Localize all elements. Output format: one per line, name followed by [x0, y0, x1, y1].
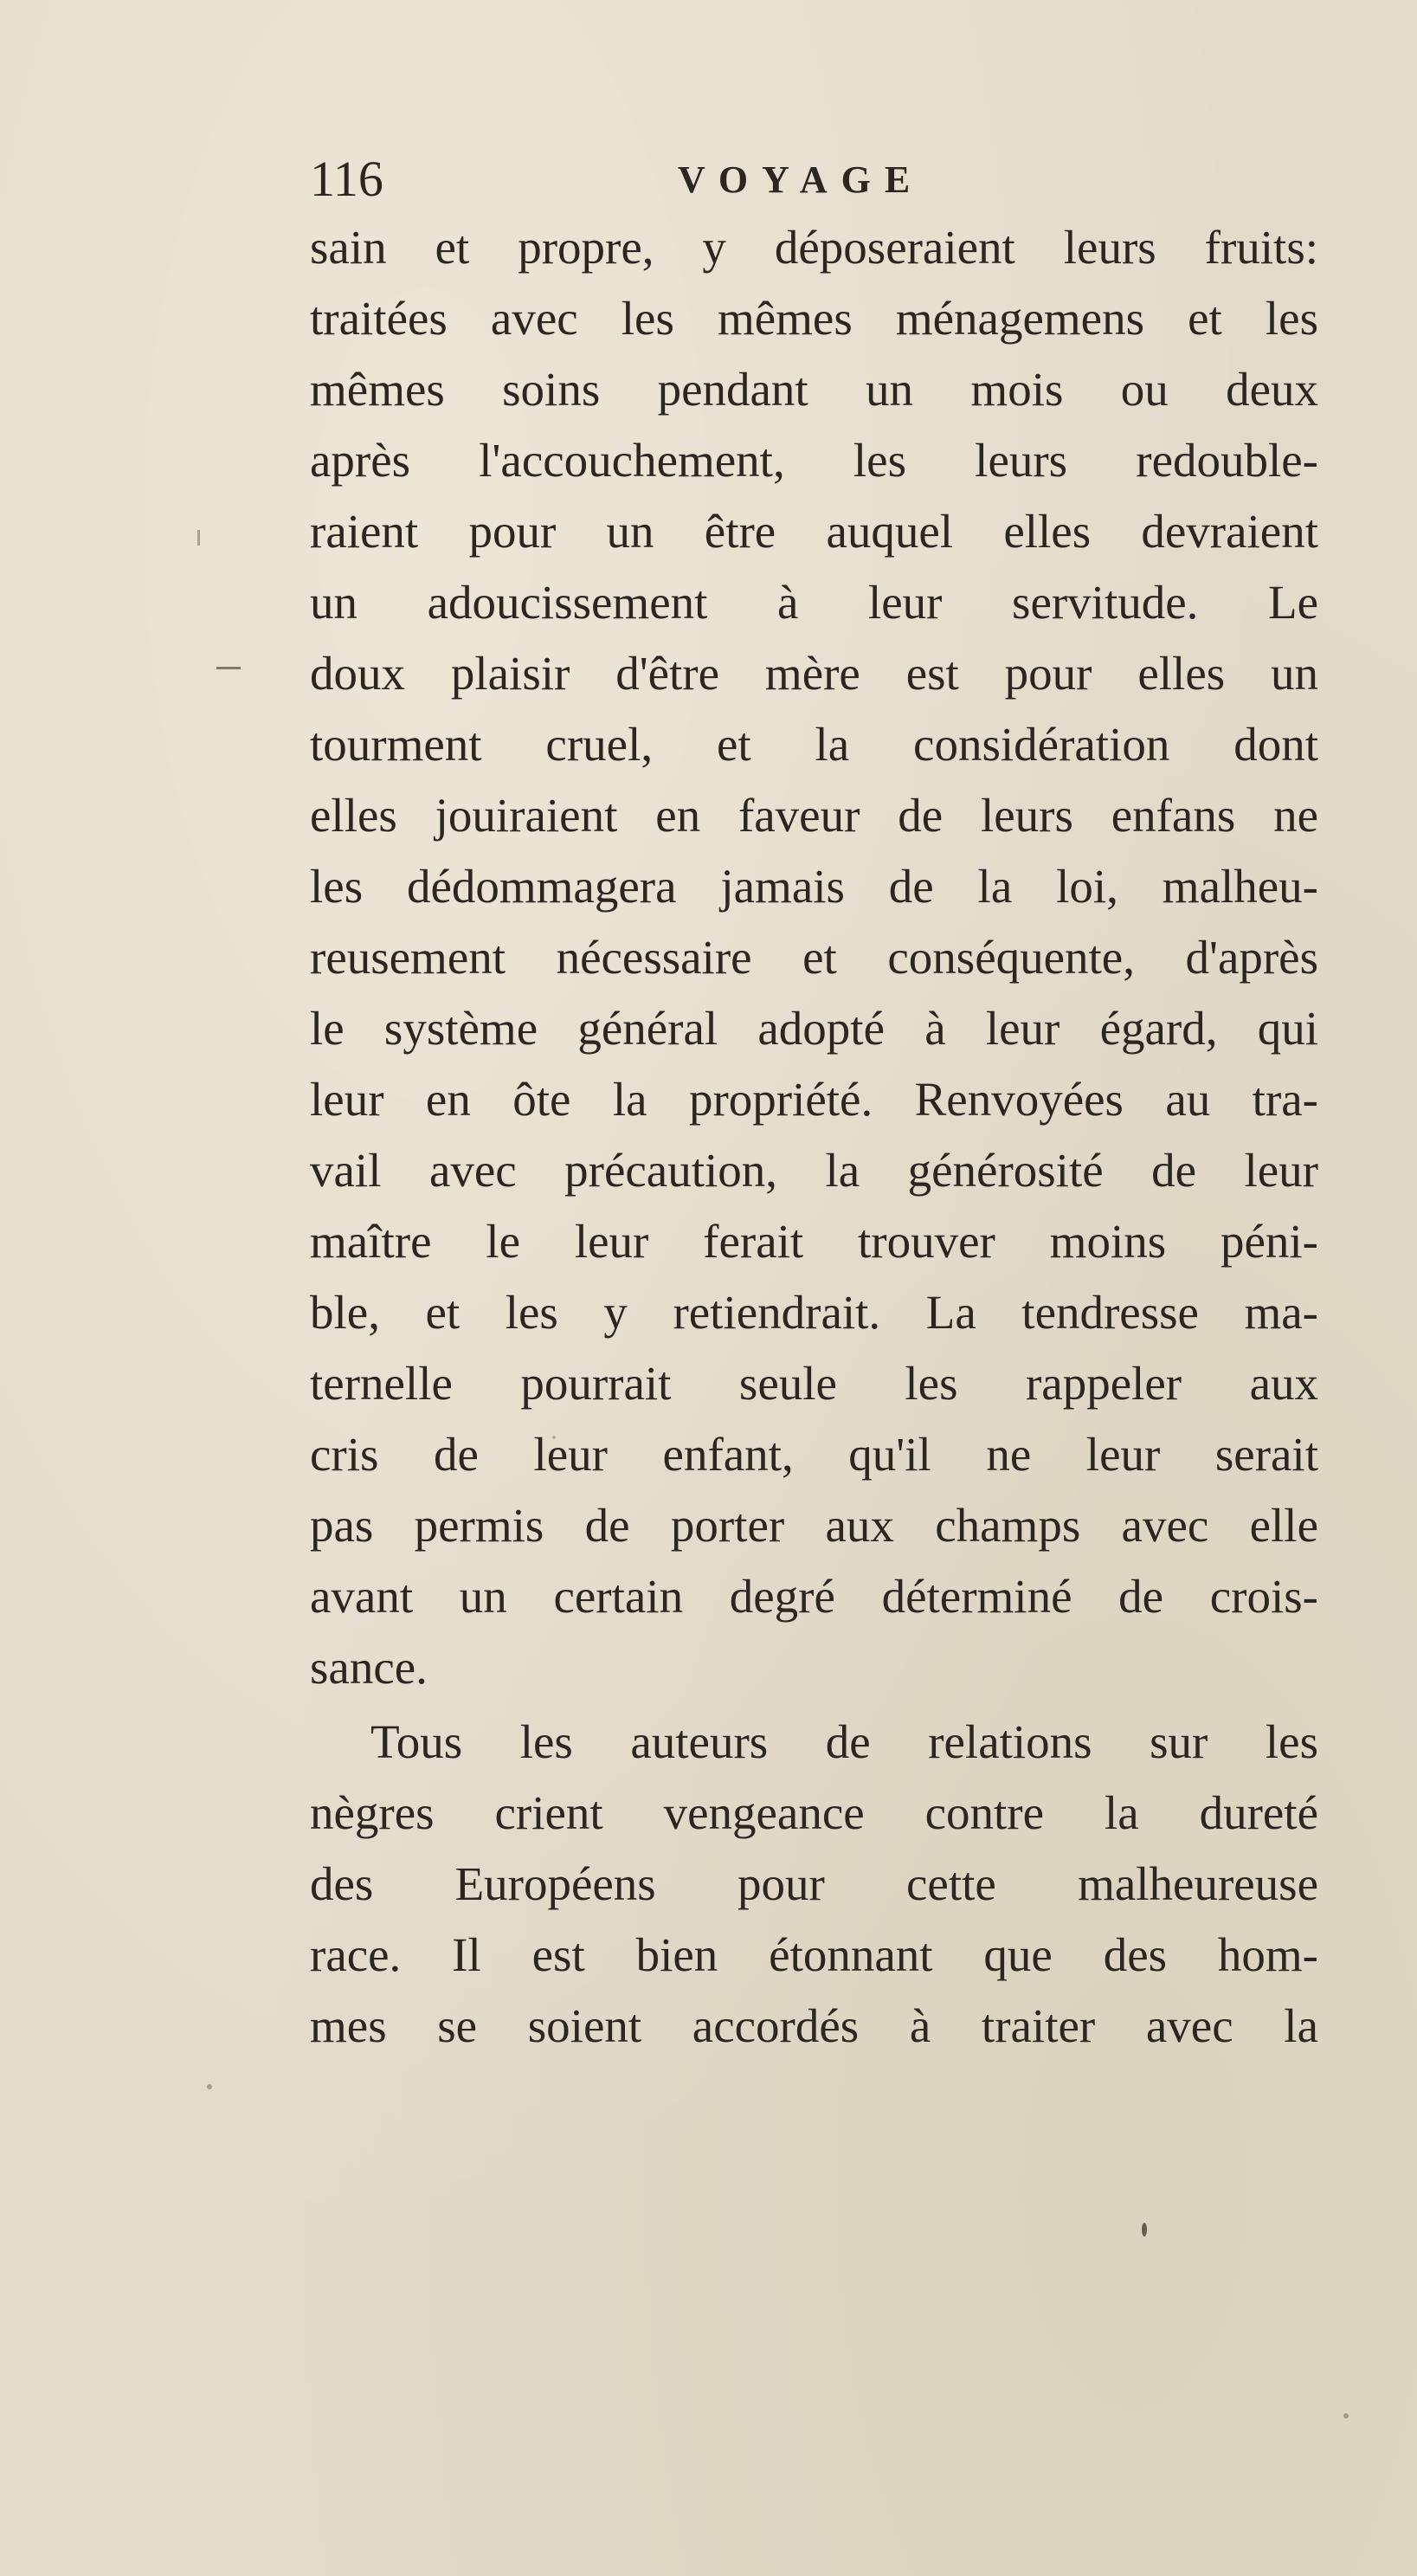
text-line: raient pour un être auquel elles devraient	[310, 505, 1318, 558]
text-line: doux plaisir d'être mère est pour elles un	[310, 647, 1318, 700]
text-line: leur en ôte la propriété. Renvoyées au tra-	[310, 1073, 1318, 1126]
text-line: traitées avec les mêmes ménagemens et les	[310, 292, 1318, 345]
text-line: vail avec précaution, la générosité de leur	[310, 1144, 1318, 1197]
text-line: mêmes soins pendant un mois ou deux	[310, 363, 1318, 416]
paragraph-2	[310, 1707, 1318, 2062]
running-head	[310, 149, 1314, 210]
text-line: elles jouiraient en faveur de leurs enfans ne	[310, 789, 1318, 842]
text-line: tourment cruel, et la considération dont	[310, 718, 1318, 771]
text-line: sain et propre, y déposeraient leurs fruits:	[310, 221, 1318, 274]
paper-speck	[197, 530, 200, 546]
text-line: après l'accouchement, les leurs redouble-	[310, 434, 1318, 487]
text-line: mes se soient accordés à traiter avec la	[310, 1999, 1318, 2052]
text-line: un adoucissement à leur servitude. Le	[310, 576, 1318, 629]
text-line: maître le leur ferait trouver moins péni-	[310, 1215, 1318, 1268]
text-line: sance.	[310, 1641, 428, 1694]
paper-speck	[1142, 2223, 1147, 2237]
running-title: VOYAGE	[678, 158, 924, 201]
text-line: pas permis de porter aux champs avec elle	[310, 1499, 1318, 1552]
text-line: ternelle pourrait seule les rappeler aux	[310, 1357, 1318, 1410]
text-line: Tous les auteurs de relations sur les	[370, 1715, 1318, 1768]
paper-speck	[1343, 2413, 1349, 2418]
text-line: cris de leur enfant, qu'il ne leur serait	[310, 1428, 1318, 1481]
text-line: avant un certain degré déterminé de crois-	[310, 1570, 1318, 1623]
body-text	[310, 212, 1318, 2062]
text-line: nègres crient vengeance contre la dureté	[310, 1786, 1318, 1839]
paper-speck	[216, 667, 241, 669]
text-line: race. Il est bien étonnant que des hom-	[310, 1928, 1318, 1981]
paper-speck	[207, 2084, 212, 2089]
paragraph-1	[310, 212, 1318, 1703]
text-line: les dédommagera jamais de la loi, malheu-	[310, 860, 1318, 913]
text-line: des Européens pour cette malheureuse	[310, 1857, 1318, 1910]
text-line: ble, et les y retiendrait. La tendresse ma-	[310, 1286, 1318, 1339]
text-line: reusement nécessaire et conséquente, d'après	[310, 931, 1318, 984]
text-line: le système général adopté à leur égard, qui	[310, 1002, 1318, 1055]
page-number: 116	[310, 151, 383, 207]
